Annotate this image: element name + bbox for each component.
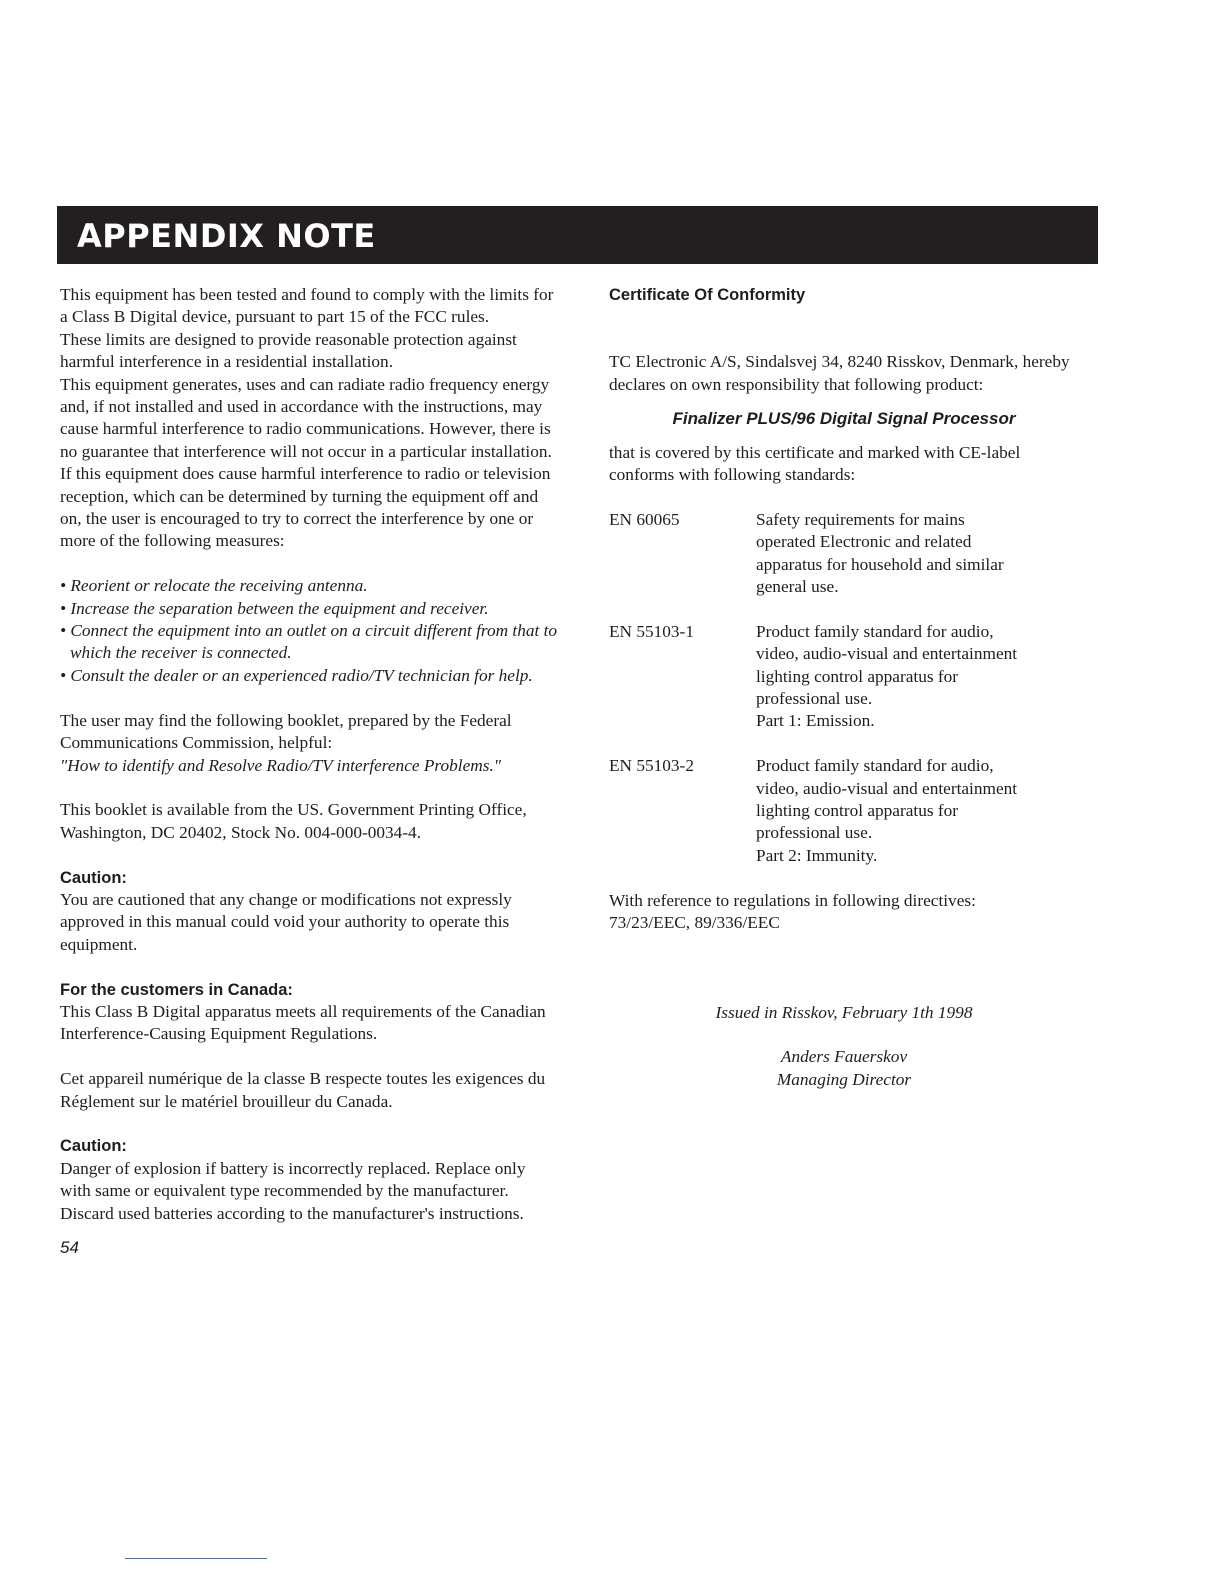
standard-description-line: Product family standard for audio, <box>756 621 994 641</box>
canada-heading: For the customers in Canada: <box>60 980 293 999</box>
standard-code: EN 55103-2 <box>609 756 694 776</box>
right-column <box>609 284 1089 1091</box>
booklet-availability: This booklet is available from the US. Government Printing Office, Washington, DC 20402, Stock No. 004-000-0034-4. <box>60 800 527 842</box>
standard-code: EN 55103-1 <box>609 621 694 641</box>
standard-description <box>756 621 1089 733</box>
standard-description-line: general use. <box>756 577 839 597</box>
left-column <box>60 284 560 1259</box>
standard-row <box>609 509 1089 599</box>
section-banner <box>57 206 1098 264</box>
measure-item: • Increase the separation between the equipment and receiver. <box>60 598 489 618</box>
standard-description-line: operated Electronic and related <box>756 532 972 552</box>
covered-statement: that is covered by this certificate and marked with CE-label conforms with following standards: <box>609 442 1021 485</box>
standard-description-line: apparatus for household and similar <box>756 554 1004 574</box>
standard-description-line: video, audio-visual and entertainment <box>756 644 1018 664</box>
standard-row <box>609 621 1089 733</box>
issued-line: Issued in Risskov, February 1th 1998 <box>715 1002 973 1022</box>
standard-description <box>756 509 1089 599</box>
section-title: APPENDIX NOTE <box>77 217 376 255</box>
standard-description-line: lighting control apparatus for <box>756 801 959 821</box>
standard-code: EN 60065 <box>609 509 680 529</box>
signatory-title: Managing Director <box>776 1069 912 1089</box>
certificate-title: Certificate Of Conformity <box>609 286 806 304</box>
canada-text-fr: Cet appareil numérique de la classe B respecte toutes les exigences du Réglement sur le matériel brouilleur du Canada. <box>60 1069 546 1111</box>
standard-description <box>756 755 1089 867</box>
standard-description-line: professional use. <box>756 823 873 843</box>
standard-description-line: video, audio-visual and entertainment <box>756 778 1018 798</box>
standard-description-line: Product family standard for audio, <box>756 756 994 776</box>
fcc-paragraph: These limits are designed to provide reasonable protection against harmful interference in a residential installation. <box>60 329 517 372</box>
booklet-title: "How to identify and Resolve Radio/TV interference Problems." <box>60 755 502 775</box>
measure-item: • Consult the dealer or an experienced radio/TV technician for help. <box>60 665 533 685</box>
standard-description-line: Safety requirements for mains <box>756 509 965 529</box>
standard-description-line: Part 1: Emission. <box>756 711 875 731</box>
caution-text: You are cautioned that any change or modifications not expressly approved in this manual could void your authority to operate this equipment. <box>60 889 512 954</box>
declaration: TC Electronic A/S, Sindalsvej 34, 8240 Risskov, Denmark, hereby declares on own responsibility that following product: <box>609 352 1070 394</box>
fcc-paragraph: This equipment has been tested and found to comply with the limits for a Class B Digital device, pursuant to part 15 of the FCC rules. <box>60 285 554 327</box>
standard-row <box>609 755 1089 867</box>
measures-list <box>60 575 560 687</box>
booklet-intro: The user may find the following booklet, prepared by the Federal Communications Commission, helpful: <box>60 710 512 753</box>
standard-description-line: professional use. <box>756 689 873 709</box>
page-number: 54 <box>60 1237 79 1257</box>
measure-item: • Connect the equipment into an outlet on a circuit different from that to which the receiver is connected. <box>60 621 558 663</box>
signatory-name: Anders Fauerskov <box>780 1047 908 1067</box>
caution-heading: Caution: <box>60 868 127 887</box>
footer-rule <box>125 1558 267 1559</box>
product-name: Finalizer PLUS/96 Digital Signal Processor <box>672 409 1016 429</box>
fcc-paragraph: If this equipment does cause harmful interference to radio or television reception, which can be determined by turning the equipment off and on, the user is encouraged to try to correct the interference by one or more of the following measures: <box>60 464 551 551</box>
canada-text-en: This Class B Digital apparatus meets all requirements of the Canadian Interference-Causing Equipment Regulations. <box>60 1001 546 1044</box>
caution-heading: Caution: <box>60 1137 127 1156</box>
standard-description-line: lighting control apparatus for <box>756 666 959 686</box>
caution-text: Danger of explosion if battery is incorrectly replaced. Replace only with same or equivalent type recommended by the manufacturer. Discard used batteries according to the manufacturer's instructions. <box>60 1158 526 1223</box>
standard-description-line: Part 2: Immunity. <box>756 845 878 865</box>
measure-item: • Reorient or relocate the receiving antenna. <box>60 576 368 596</box>
directives-intro: With reference to regulations in following directives: <box>609 890 976 910</box>
directives-list: 73/23/EEC, 89/336/EEC <box>609 913 780 933</box>
fcc-paragraph: This equipment generates, uses and can radiate radio frequency energy and, if not installed and used in accordance with the instructions, may cause harmful interference to radio communications. However, there is no guarantee that interference will not occur in a particular installation. <box>60 374 552 461</box>
